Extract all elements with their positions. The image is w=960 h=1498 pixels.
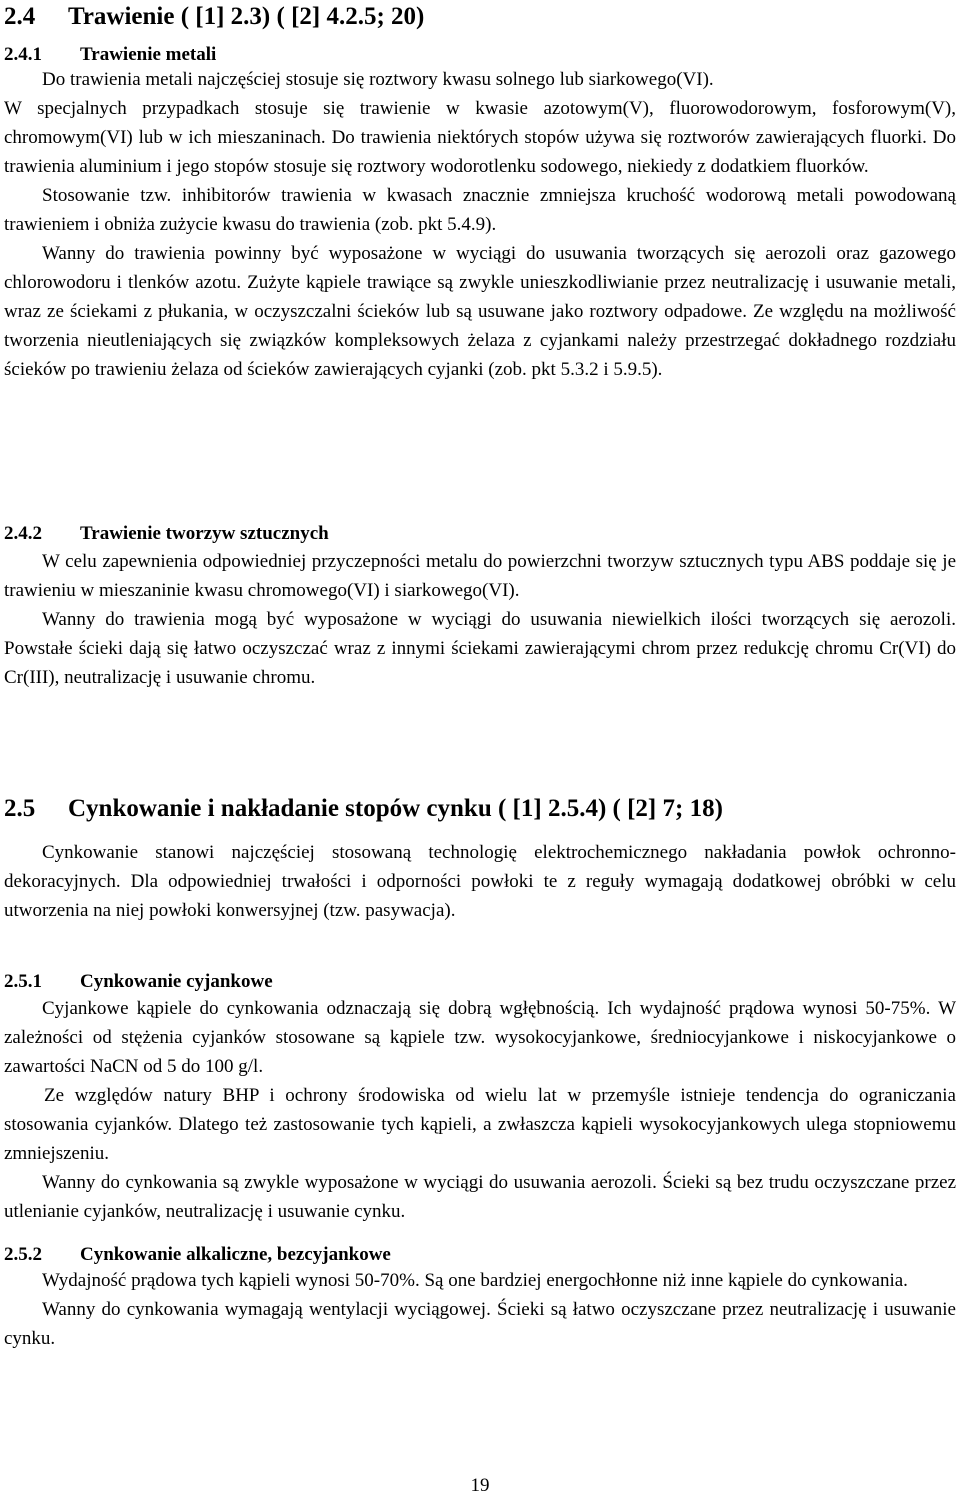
section-heading-2-5-2: [4, 1243, 956, 1267]
paragraph: Cynkowanie stanowi najczęściej stosowaną technologię elektrochemicznego nakładania powłok ochronno-dekoracyjnych. Dla odpowiedniej trwałości i odporności powłoki te z reguły wymagają dodatkowej obróbki w celu utworzenia na niej powłoki konwersyjnej (tzw. pasywacja).: [4, 842, 956, 921]
section-body-2-5: [4, 838, 956, 925]
paragraph: Wanny do trawienia powinny być wyposażone w wyciągi do usuwania tworzących się aerozoli oraz gazowego chlorowodoru i tlenków azotu. Zużyte kąpiele trawiące są zwykle unieszkodliwianie przez neutralizację i usuwanie metali, wraz ze ściekami z płukania, w oczyszczalni ścieków lub są usuwane jako roztwory odpadowe. Ze względu na możliwość tworzenia nieutleniających się związków kompleksowych żelaza z cyjankami należy przestrzegać dokładnego rozdziału ścieków po trawieniu żelaza od ścieków zawierających cyjanki (zob. pkt 5.3.2 i 5.9.5).: [4, 243, 956, 380]
paragraph: W specjalnych przypadkach stosuje się trawienie w kwasie azotowym(V), fluorowodorowym, fosforowym(V), chromowym(VI) lub w ich mieszaninach. Do trawienia niektórych stopów używa się roztworów zawierających fluorki. Do trawienia aluminium i jego stopów stosuje się roztwory wodorotlenku sodowego, niekiedy z dodatkiem fluorków.: [4, 98, 956, 177]
section-title: Trawienie ( [1] 2.3) ( [2] 4.2.5; 20): [68, 3, 425, 30]
section-body-2-5-1: [4, 994, 956, 1226]
section-number: 2.5.2: [4, 1244, 42, 1265]
section-heading-2-4-2: [4, 522, 956, 546]
paragraph: Wanny do cynkowania wymagają wentylacji wyciągowej. Ścieki są łatwo oczyszczane przez neutralizację i usuwanie cynku.: [4, 1299, 956, 1349]
section-heading-2-4: [4, 2, 956, 32]
section-body-2-5-2: [4, 1266, 956, 1353]
paragraph: Cyjankowe kąpiele do cynkowania odznaczają się dobrą wgłębnością. Ich wydajność prądowa wynosi 50-75%. W zależności od stężenia cyjanków stosowane są kąpiele tzw. wysokocyjankowe, średniocyjankowe i niskocyjankowe o zawartości NaCN od 5 do 100 g/l.: [4, 998, 956, 1077]
section-number: 2.5.1: [4, 971, 42, 992]
section-body-2-4-1: [4, 65, 956, 384]
page-number: 19: [470, 1475, 490, 1496]
section-title: Cynkowanie alkaliczne, bezcyjankowe: [80, 1244, 391, 1265]
paragraph: W celu zapewnienia odpowiedniej przyczepności metalu do powierzchni tworzyw sztucznych typu ABS poddaje się je trawieniu w mieszaninie kwasu chromowego(VI) i siarkowego(VI).: [4, 551, 956, 601]
section-title: Trawienie tworzyw sztucznych: [80, 523, 329, 544]
section-number: 2.4.2: [4, 523, 42, 544]
paragraph: Wanny do cynkowania są zwykle wyposażone w wyciągi do usuwania aerozoli. Ścieki są bez trudu oczyszczane przez utlenianie cyjanków, neutralizację i usuwanie cynku.: [4, 1172, 956, 1222]
section-title: Cynkowanie i nakładanie stopów cynku ( [1] 2.5.4) ( [2] 7; 18): [68, 795, 723, 822]
section-heading-2-5: [4, 794, 956, 824]
paragraph: Wanny do trawienia mogą być wyposażone w wyciągi do usuwania niewielkich ilości tworzących się aerozoli. Powstałe ścieki dają się łatwo oczyszczać wraz z innymi ściekami zawierającymi chrom przez redukcję chromu Cr(VI) do Cr(III), neutralizację i usuwanie chromu.: [4, 609, 956, 688]
section-heading-2-5-1: [4, 970, 956, 994]
section-number: 2.4.1: [4, 44, 42, 65]
paragraph: Wydajność prądowa tych kąpieli wynosi 50-70%. Są one bardziej energochłonne niż inne kąpiele do cynkowania.: [42, 1270, 908, 1291]
paragraph: Stosowanie tzw. inhibitorów trawienia w kwasach znacznie zmniejsza kruchość wodorową metali powodowaną trawieniem i obniża zużycie kwasu do trawienia (zob. pkt 5.4.9).: [4, 185, 956, 235]
section-title: Cynkowanie cyjankowe: [80, 971, 273, 992]
paragraph: Ze względów natury BHP i ochrony środowiska od wielu lat w przemyśle istnieje tendencja do ograniczania stosowania cyjanków. Dlatego też zastosowanie tych kąpieli, a zwłaszcza kąpieli wysokocyjankowych ulega stopniowemu zmniejszeniu.: [4, 1085, 956, 1164]
paragraph: Do trawienia metali najczęściej stosuje się roztwory kwasu solnego lub siarkowego(VI).: [42, 69, 714, 90]
section-number: 2.4: [4, 3, 36, 30]
section-title: Trawienie metali: [80, 44, 217, 65]
section-heading-2-4-1: [4, 43, 956, 67]
section-number: 2.5: [4, 795, 36, 822]
section-body-2-4-2: [4, 547, 956, 692]
